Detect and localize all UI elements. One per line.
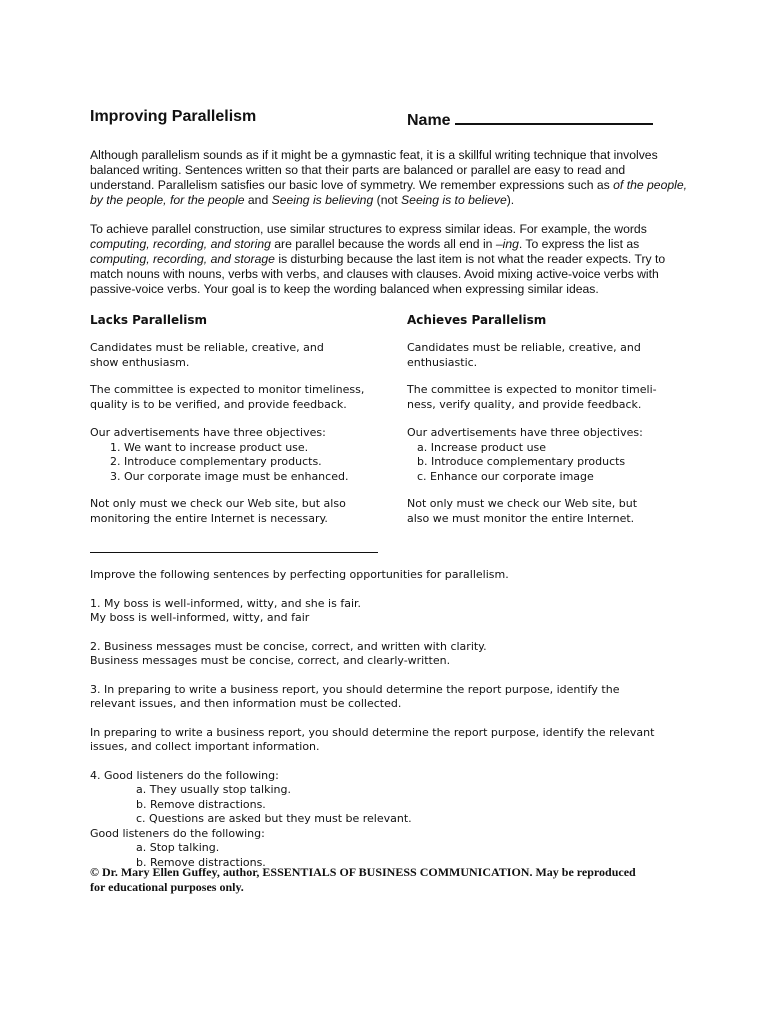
section-divider (90, 552, 378, 553)
worksheet-page (90, 108, 690, 894)
achieves-heading: Achieves Parallelism (407, 313, 547, 327)
exercise-instructions: Improve the following sentences by perfecting opportunities for parallelism. (90, 568, 509, 581)
name-field[interactable] (407, 108, 653, 130)
question-1: 1. My boss is well-informed, witty, and she is fair. (90, 596, 362, 610)
question-3: 3. In preparing to write a business report, you should determine the report purpose, identify the (90, 682, 620, 696)
question-2: 2. Business messages must be concise, correct, and written with clarity. (90, 639, 487, 653)
lacks-example-4: Not only must we check our Web site, but also monitoring the entire Internet is necessary. (90, 497, 346, 525)
header (90, 108, 690, 130)
copyright-footer: © Dr. Mary Ellen Guffey, author, ESSENTIALS OF BUSINESS COMMUNICATION. May be reproduced for educational purposes only. (90, 865, 636, 894)
lacks-example-2: The committee is expected to monitor timeliness, quality is to be verified, and provide feedback. (90, 383, 365, 411)
list-item: c. Enhance our corporate image (417, 469, 594, 483)
list-item: b. Remove distractions. (136, 855, 266, 869)
lacks-parallelism-column (90, 313, 390, 525)
list-item: 2. Introduce complementary products. (110, 455, 322, 468)
lacks-example-1: Candidates must be reliable, creative, and show enthusiasm. (90, 341, 324, 369)
answer-1: My boss is well-informed, witty, and fair (90, 611, 310, 624)
achieves-example-2: The committee is expected to monitor timeli- ness, verify quality, and provide feedback. (407, 383, 657, 411)
exercise-section: Improve the following sentences by perfecting opportunities for parallelism. 1. My boss is well-informed, witty, and she is fair. My boss is well-informed, witty, and fair 2. Business messages must be concise, correct, and written with clarity. Business messages must be concise, correct, and clearly-written. 3. In preparing to write a business report, you should determine the report purpose, identify the relevant issues, and then information must be collected. In preparing to write a business report, you should determine the report purpose, identify the relevant issues, and collect important information. 4. Good listeners do the following: a. They usually stop talking. b. Remove distractions. c. Questions are asked but they must be relevant. Good listeners do the following: a. Stop talking. b. Remove distractions. (90, 568, 690, 870)
list-item: b. Introduce complementary products (417, 455, 626, 468)
answer-2: Business messages must be concise, correct, and clearly-written. (90, 654, 451, 667)
achieves-parallelism-column (407, 313, 707, 525)
achieves-example-3: Our advertisements have three objectives: a. Increase product use b. Introduce complementary products c. Enhance our corporate image (407, 426, 643, 483)
page-title: Improving Parallelism (90, 108, 257, 125)
list-item: 1. We want to increase product use. (110, 440, 309, 454)
answer-4: Good listeners do the following: (90, 826, 265, 840)
name-blank-line[interactable] (455, 108, 653, 125)
list-item: a. Stop talking. (136, 841, 220, 854)
name-label: Name (407, 112, 451, 129)
list-item: a. Increase product use (417, 440, 547, 454)
list-item: a. They usually stop talking. (136, 783, 291, 796)
list-item: c. Questions are asked but they must be relevant. (136, 812, 412, 825)
lacks-example-3: Our advertisements have three objectives: 1. We want to increase product use. 2. Introduce complementary products. 3. Our corporate image must be enhanced. (90, 426, 349, 483)
intro-paragraph-1: Although parallelism sounds as if it might be a gymnastic feat, it is a skillful writing technique that involves balanced writing. Sentences written so that their parts are balanced or parallel are easy to read and understand. Parallelism satisfies our basic love of symmetry. We remember expressions such as of the people, by the people, for the people and Seeing is believing (not Seeing is to believe). (90, 148, 688, 207)
achieves-example-4: Not only must we check our Web site, but also we must monitor the entire Internet. (407, 497, 638, 525)
intro-paragraph-2: To achieve parallel construction, use similar structures to express similar ideas. For example, the words computing, recording, and storing are parallel because the words all end in –ing. To express the list as computing, recording, and storage is disturbing because the last item is not what the reader expects. Try to match nouns with nouns, verbs with verbs, and clauses with clauses. Avoid mixing active-voice verbs with passive-voice verbs. Your goal is to keep the wording balanced when expressing similar ideas. (90, 222, 666, 296)
question-4: 4. Good listeners do the following: (90, 768, 279, 782)
achieves-example-1: Candidates must be reliable, creative, and enthusiastic. (407, 341, 641, 369)
list-item: 3. Our corporate image must be enhanced. (110, 469, 349, 483)
answer-3: In preparing to write a business report, you should determine the report purpose, identify the relevant (90, 725, 655, 739)
lacks-heading: Lacks Parallelism (90, 313, 207, 327)
list-item: b. Remove distractions. (136, 797, 266, 811)
